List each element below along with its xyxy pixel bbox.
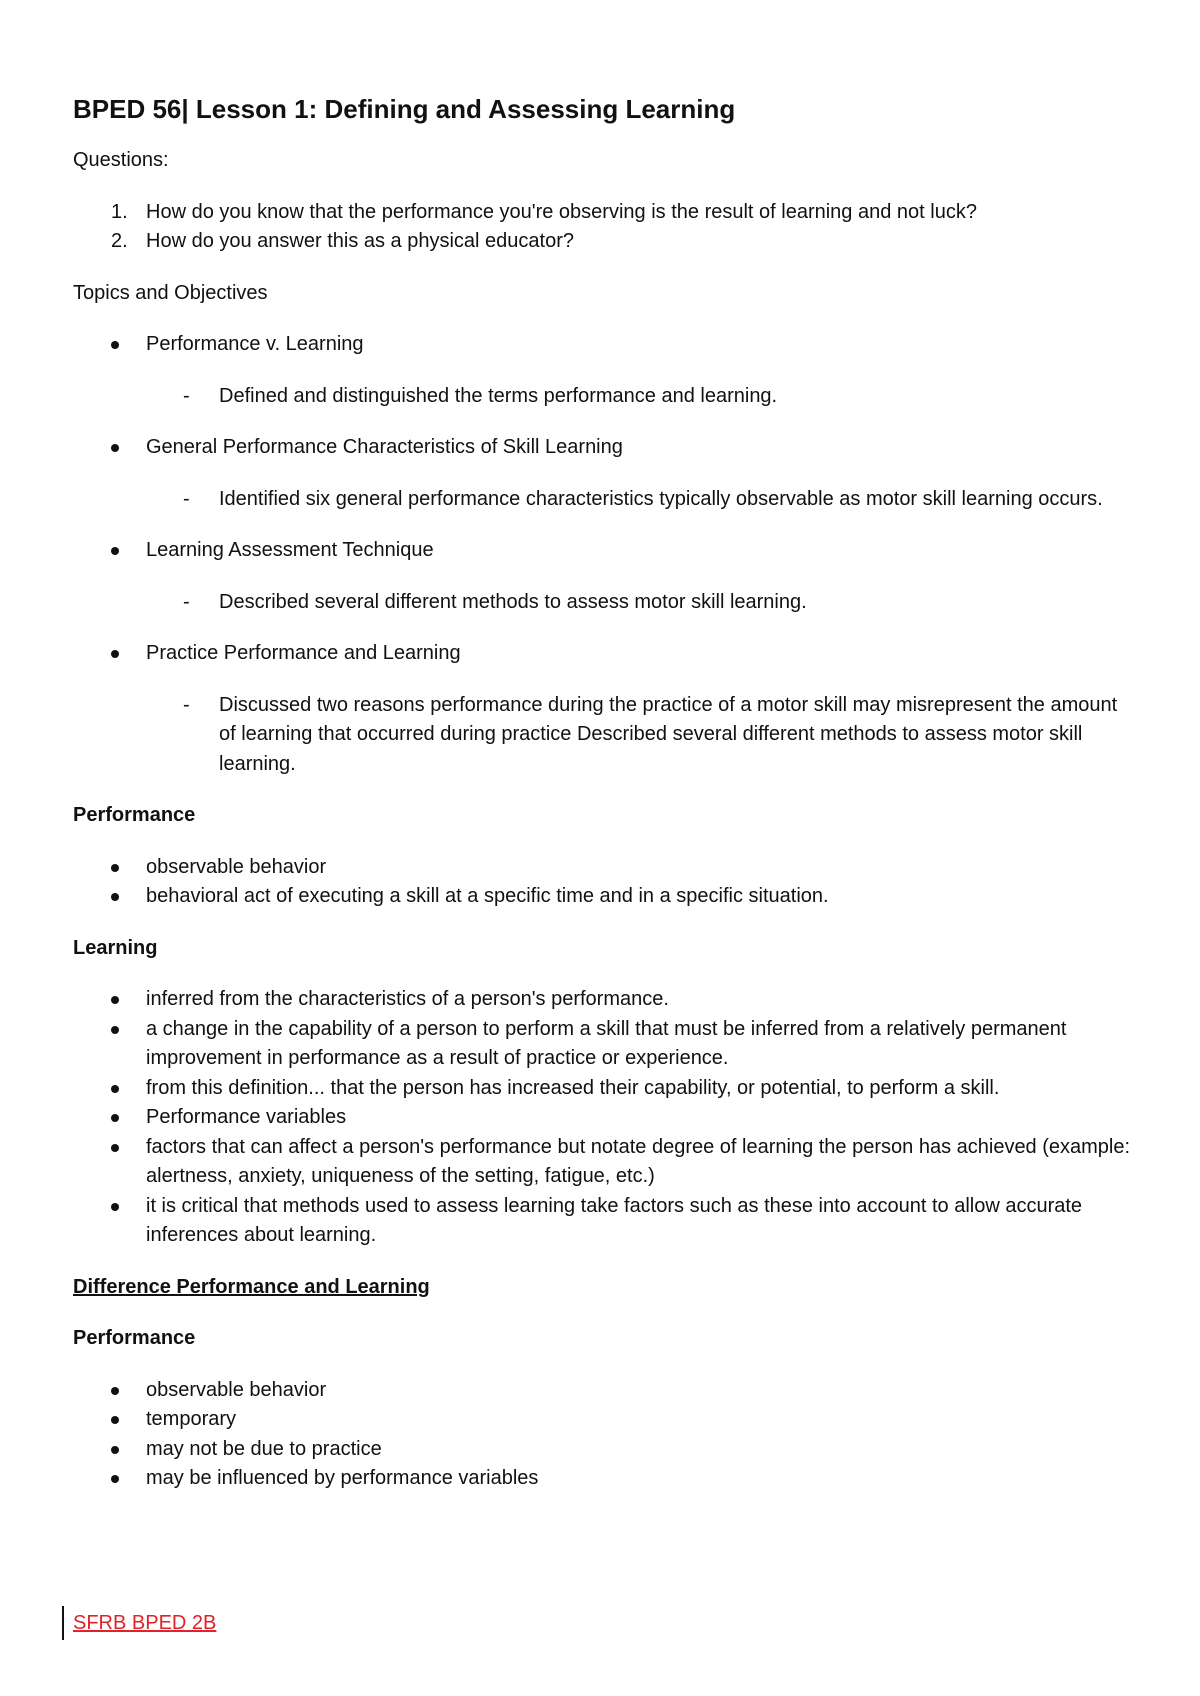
topic-title: Practice Performance and Learning: [146, 642, 461, 664]
list-item: temporary: [73, 1405, 1133, 1435]
topic-detail-text: Described several different methods to assess motor skill learning.: [219, 590, 807, 613]
list-item: factors that can affect a person's performance but notate degree of learning the person has achieved (example: alertness, anxiety, uniqueness of the setting, fatigue, etc.): [73, 1133, 1133, 1192]
topic-item: [73, 639, 1133, 669]
bullet-icon: [111, 547, 119, 555]
topics-label: Topics and Objectives: [73, 281, 268, 304]
topic-detail: [73, 691, 1133, 780]
topic-item: [73, 536, 1133, 566]
list-item: from this definition... that the person has increased their capability, or potential, to perform a skill.: [73, 1074, 1133, 1104]
list-item: may be influenced by performance variables: [73, 1464, 1133, 1494]
list-number: 1.: [111, 200, 128, 223]
document-page: [73, 92, 1133, 1516]
topic-title: Learning Assessment Technique: [146, 539, 434, 561]
list-item: Performance variables: [73, 1103, 1133, 1133]
bullet-icon: [111, 1446, 119, 1454]
bullet-icon: [111, 1203, 119, 1211]
list-item: observable behavior: [73, 1376, 1133, 1406]
question-item: [73, 198, 1133, 228]
topic-item: [73, 330, 1133, 360]
performance-heading: Performance: [73, 804, 196, 826]
questions-list: [73, 198, 1133, 257]
question-text: How do you answer this as a physical educator?: [146, 230, 575, 252]
bullet-icon: [111, 864, 119, 872]
bullet-icon: [111, 996, 119, 1004]
dash-marker: -: [183, 590, 190, 613]
bullet-icon: [111, 1387, 119, 1395]
bullet-icon: [111, 893, 119, 901]
question-item: [73, 227, 1133, 257]
performance-list: [73, 853, 1133, 912]
learning-heading: Learning: [73, 936, 158, 959]
difference-heading: Difference Performance and Learning: [73, 1275, 430, 1298]
bullet-icon: [111, 1475, 119, 1483]
bullet-icon: [111, 444, 119, 452]
bullet-icon: [111, 1114, 119, 1122]
topic-detail-text: Discussed two reasons performance during the practice of a motor skill may misrepresent the amount of learning that occurred during practice Described several different methods to assess motor skill learning.: [219, 693, 1118, 775]
topic-title: Performance v. Learning: [146, 333, 364, 355]
question-text: How do you know that the performance you're observing is the result of learning and not luck?: [146, 200, 977, 223]
topic-detail-text: Identified six general performance characteristics typically observable as motor skill learning occurs.: [219, 487, 1103, 510]
difference-performance-heading: Performance: [73, 1327, 196, 1349]
topic-detail: [73, 588, 1133, 618]
bullet-icon: [111, 1144, 119, 1152]
dash-marker: -: [183, 487, 190, 510]
bullet-icon: [111, 1026, 119, 1034]
topic-detail-text: Defined and distinguished the terms performance and learning.: [219, 384, 778, 407]
dash-marker: -: [183, 384, 190, 407]
topic-title: General Performance Characteristics of Skill Learning: [146, 436, 623, 458]
bullet-icon: [111, 650, 119, 658]
questions-label: Questions:: [73, 149, 169, 171]
learning-list: [73, 985, 1133, 1251]
topic-item: [73, 433, 1133, 463]
list-item: inferred from the characteristics of a person's performance.: [73, 985, 1133, 1015]
bullet-icon: [111, 1416, 119, 1424]
list-item: observable behavior: [73, 853, 1133, 883]
topic-detail: [73, 382, 1133, 412]
footer: [62, 1606, 216, 1640]
dash-marker: -: [183, 693, 190, 716]
footer-tag[interactable]: SFRB BPED 2B: [73, 1612, 217, 1634]
list-number: 2.: [111, 230, 128, 252]
difference-performance-list: [73, 1376, 1133, 1494]
list-item: it is critical that methods used to assess learning take factors such as these into account to allow accurate inferences about learning.: [73, 1192, 1133, 1251]
cursor-bar: [62, 1606, 64, 1640]
topic-detail: [73, 485, 1133, 515]
bullet-icon: [111, 341, 119, 349]
list-item: a change in the capability of a person to perform a skill that must be inferred from a relatively permanent improvement in performance as a result of practice or experience.: [73, 1015, 1133, 1074]
list-item: behavioral act of executing a skill at a specific time and in a specific situation.: [73, 882, 1133, 912]
list-item: may not be due to practice: [73, 1435, 1133, 1465]
document-title: BPED 56| Lesson 1: Defining and Assessing Learning: [73, 94, 736, 124]
bullet-icon: [111, 1085, 119, 1093]
